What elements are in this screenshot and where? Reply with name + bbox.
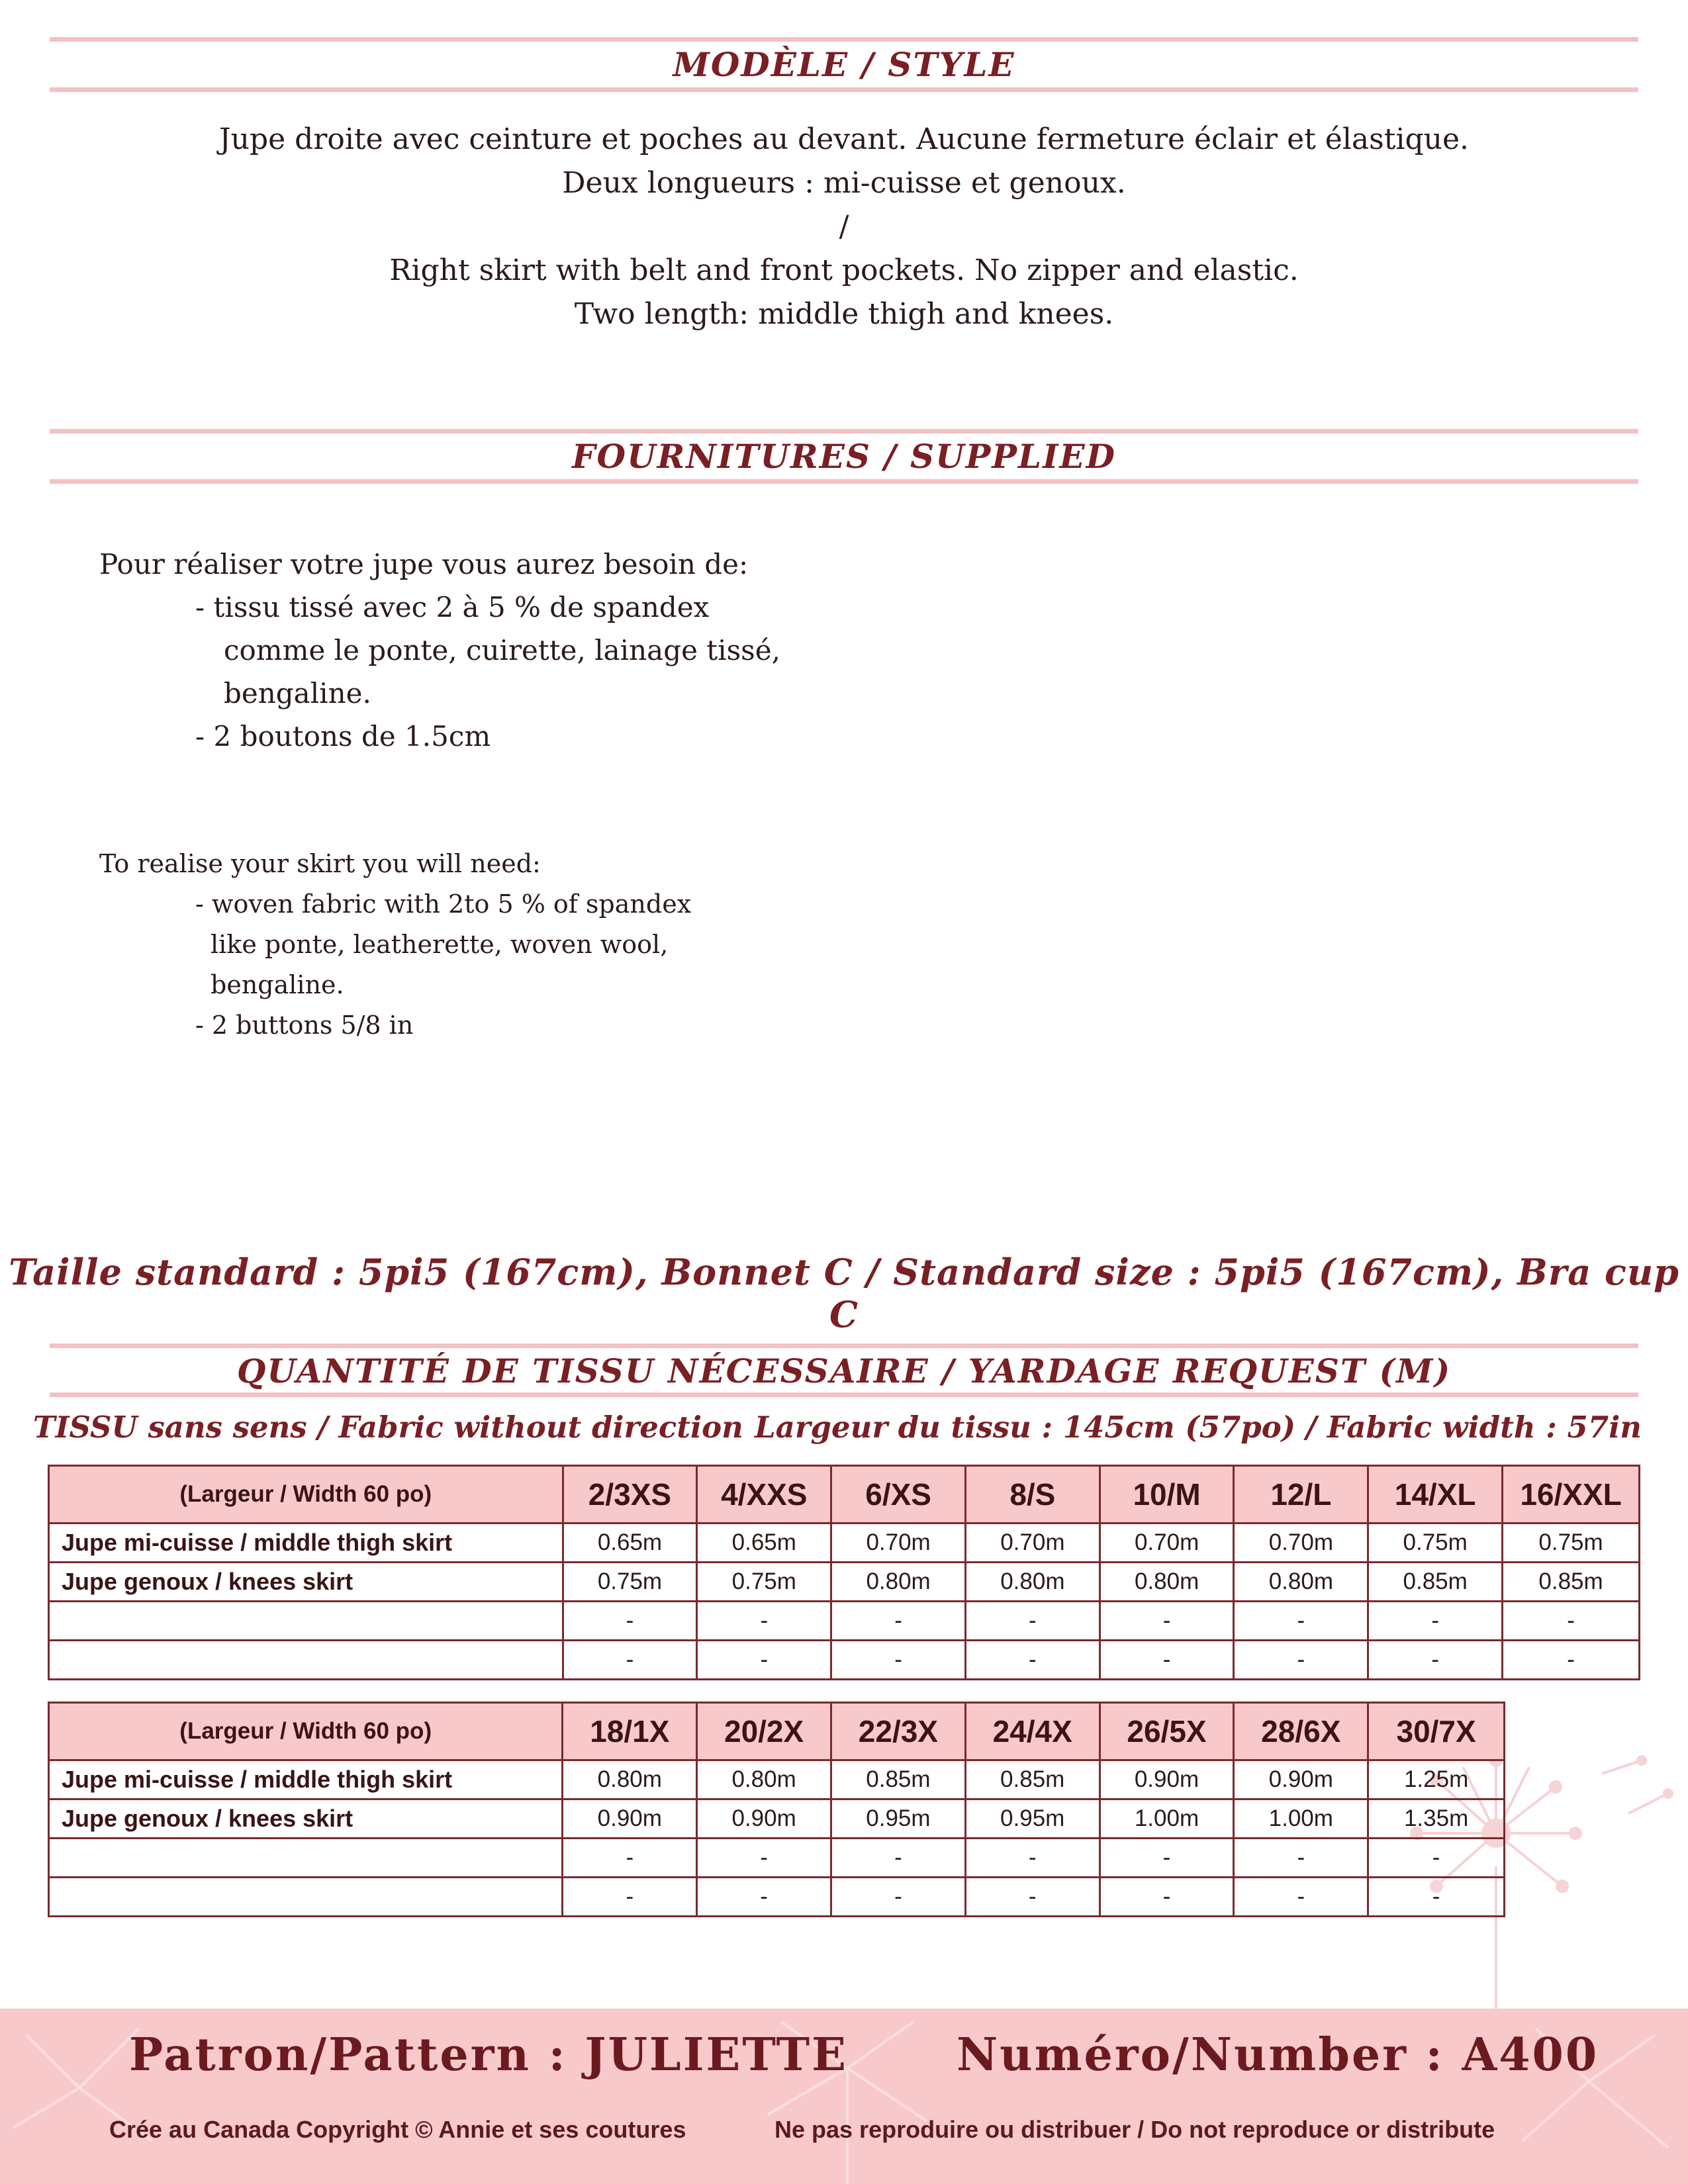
table-row [49,1760,1505,1799]
yardage-cell: 1.00m [1234,1799,1368,1839]
yardage-cell: - [1368,1878,1505,1917]
row-label [49,1878,563,1917]
size-header: 12/L [1234,1466,1368,1524]
yardage-cell: 1.00m [1100,1799,1234,1839]
size-header: 6/XS [831,1466,966,1524]
yardage-cell: - [965,1641,1100,1680]
yardage-cell: - [831,1641,966,1680]
yardage-cell: - [1368,1839,1505,1878]
yardage-cell: 0.85m [1503,1563,1640,1602]
divider [50,429,1638,433]
yardage-cell: - [563,1839,697,1878]
pattern-name: Patron/Pattern : JULIETTE [129,2028,848,2081]
yardage-cell: 0.90m [697,1799,831,1839]
size-header: 4/XXS [697,1466,831,1524]
yardage-cell: 0.85m [965,1760,1100,1799]
row-label [49,1839,563,1878]
modele-description [0,118,1688,336]
section-title-yardage: QUANTITÉ DE TISSU NÉCESSAIRE / YARDAGE REQUEST (M) [236,1351,1452,1390]
yardage-cell: 1.25m [1368,1760,1505,1799]
yardage-cell: 0.75m [1503,1524,1640,1563]
yardage-cell: - [965,1878,1100,1917]
yardage-cell: - [1100,1878,1234,1917]
yardage-cell: - [563,1878,697,1917]
section-title-fournitures: FOURNITURES / SUPPLIED [572,437,1116,476]
yardage-cell: - [1503,1641,1640,1680]
row-label: Jupe genoux / knees skirt [49,1799,563,1839]
size-header: 2/3XS [563,1466,697,1524]
yardage-cell: 0.80m [965,1563,1100,1602]
supplies-item: bengaline. [211,970,344,999]
yardage-cell: - [1234,1839,1368,1878]
yardage-cell: - [831,1839,966,1878]
modele-line: Deux longueurs : mi-cuisse et genoux. [562,166,1126,200]
yardage-cell: 0.80m [1234,1563,1368,1602]
yardage-cell: - [1368,1641,1503,1680]
yardage-table-2 [48,1702,1505,1917]
modele-line: / [839,210,849,244]
size-header: 28/6X [1234,1703,1368,1760]
table-row [49,1563,1640,1602]
size-header: 16/XXL [1503,1466,1640,1524]
yardage-cell: 0.80m [563,1760,697,1799]
divider [50,479,1638,484]
yardage-cell: - [965,1602,1100,1641]
yardage-cell: 0.70m [1100,1524,1234,1563]
supplies-item: - woven fabric with 2to 5 % of spandex [195,889,692,919]
size-header: 24/4X [965,1703,1100,1760]
copyright-text: Crée au Canada Copyright © Annie et ses coutures [109,2116,686,2143]
size-header: 30/7X [1368,1703,1505,1760]
yardage-cell: - [1100,1641,1234,1680]
footer-banner [0,2009,1688,2184]
supplies-item: - 2 buttons 5/8 in [195,1011,414,1040]
yardage-cell: 0.90m [563,1799,697,1839]
row-label [49,1641,563,1680]
yardage-cell: 0.75m [563,1563,697,1602]
yardage-cell: - [831,1878,966,1917]
yardage-cell: 0.80m [831,1563,966,1602]
size-header: 8/S [965,1466,1100,1524]
table-header-row [49,1466,1640,1524]
table-header-row [49,1703,1505,1760]
supplies-en-intro: To realise your skirt you will need: [99,849,541,878]
row-label [49,1602,563,1641]
table-row [49,1641,1640,1680]
modele-line: Right skirt with belt and front pockets. No zipper and elastic. [389,253,1299,287]
yardage-cell: - [831,1602,966,1641]
yardage-cell: - [1100,1839,1234,1878]
modele-line: Jupe droite avec ceinture et poches au devant. Aucune fermeture éclair et élastique. [218,122,1469,156]
yardage-cell: - [563,1641,697,1680]
supplies-item: like ponte, leatherette, woven wool, [211,930,669,959]
supplies-item: bengaline. [224,677,371,709]
table-row [49,1524,1640,1563]
divider-top [50,37,1638,42]
yardage-cell: - [697,1878,831,1917]
divider [50,1343,1638,1348]
yardage-cell: 0.90m [1100,1760,1234,1799]
yardage-cell: - [1234,1878,1368,1917]
divider [50,87,1638,92]
supplies-item: - 2 boutons de 1.5cm [195,720,491,752]
supplies-item: - tissu tissé avec 2 à 5 % de spandex [195,591,710,623]
section-title-modele: MODÈLE / STYLE [673,45,1015,84]
size-header: 20/2X [697,1703,831,1760]
yardage-cell: - [1234,1641,1368,1680]
yardage-cell: 0.70m [831,1524,966,1563]
supplies-item: comme le ponte, cuirette, lainage tissé, [224,634,780,666]
supplies-en [99,844,691,1046]
yardage-cell: - [965,1839,1100,1878]
yardage-cell: 0.75m [1368,1524,1503,1563]
modele-line: Two length: middle thigh and knees. [574,297,1114,331]
yardage-cell: 0.65m [697,1524,831,1563]
standard-size: Taille standard : 5pi5 (167cm), Bonnet C / Standard size : 5pi5 (167cm), Bra cup C [9,1251,1679,1336]
yardage-table-1 [48,1465,1640,1680]
width-label: (Largeur / Width 60 po) [49,1466,563,1524]
table-row [49,1839,1505,1878]
size-header: 14/XL [1368,1466,1503,1524]
fabric-direction: TISSU sans sens / Fabric without direction [33,1410,743,1445]
reproduction-notice: Ne pas reproduire ou distribuer / Do not reproduce or distribute [774,2116,1495,2143]
row-label: Jupe genoux / knees skirt [49,1563,563,1602]
yardage-cell: 0.75m [697,1563,831,1602]
divider [50,1392,1638,1397]
yardage-cell: 0.95m [965,1799,1100,1839]
yardage-cell: 0.80m [1100,1563,1234,1602]
yardage-cell: 0.85m [831,1760,966,1799]
row-label: Jupe mi-cuisse / middle thigh skirt [49,1760,563,1799]
yardage-cell: 1.35m [1368,1799,1505,1839]
yardage-cell: 0.85m [1368,1563,1503,1602]
pattern-number: Numéro/Number : A400 [957,2028,1599,2081]
yardage-cell: 0.70m [1234,1524,1368,1563]
size-header: 26/5X [1100,1703,1234,1760]
table-row [49,1799,1505,1839]
yardage-cell: - [697,1641,831,1680]
size-header: 18/1X [563,1703,697,1760]
supplies-fr [99,543,780,758]
supplies-fr-intro: Pour réaliser votre jupe vous aurez besoin de: [99,548,749,580]
yardage-cell: - [1368,1602,1503,1641]
size-header: 10/M [1100,1466,1234,1524]
table-row [49,1602,1640,1641]
row-label: Jupe mi-cuisse / middle thigh skirt [49,1524,563,1563]
yardage-cell: 0.80m [697,1760,831,1799]
size-header: 22/3X [831,1703,966,1760]
yardage-cell: 0.65m [563,1524,697,1563]
yardage-cell: - [1234,1602,1368,1641]
yardage-cell: - [563,1602,697,1641]
fabric-info [33,1410,1642,1445]
width-label: (Largeur / Width 60 po) [49,1703,563,1760]
table-row [49,1878,1505,1917]
yardage-cell: - [697,1602,831,1641]
yardage-cell: - [1100,1602,1234,1641]
fabric-width: Largeur du tissu : 145cm (57po) / Fabric width : 57in [755,1410,1642,1445]
yardage-cell: 0.90m [1234,1760,1368,1799]
yardage-cell: - [1503,1602,1640,1641]
yardage-cell: 0.70m [965,1524,1100,1563]
yardage-cell: - [697,1839,831,1878]
yardage-cell: 0.95m [831,1799,966,1839]
